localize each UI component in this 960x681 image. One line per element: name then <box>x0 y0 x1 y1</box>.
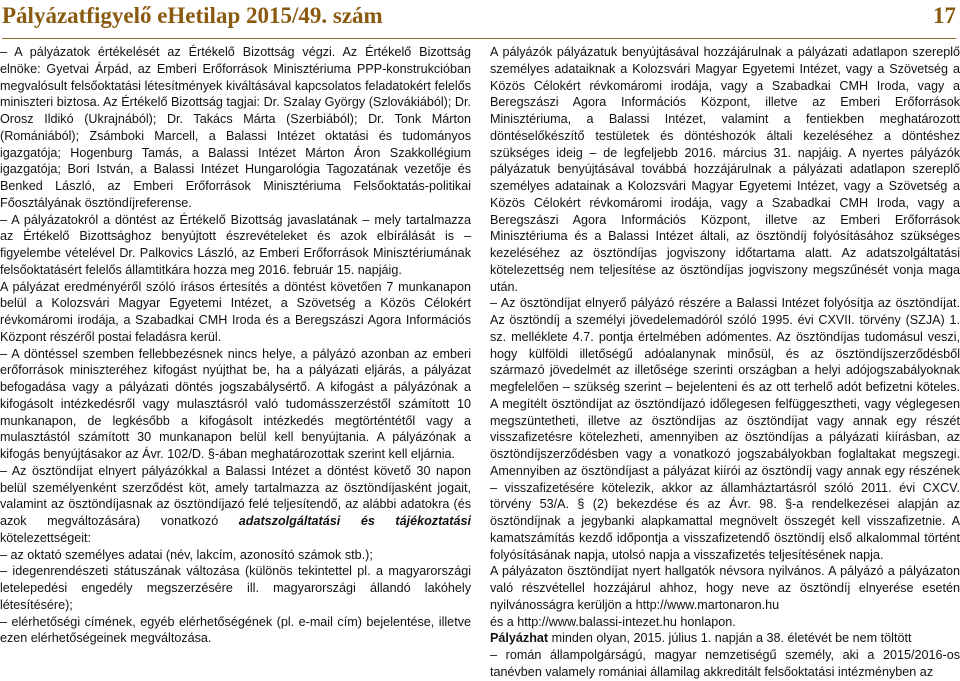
left-column <box>0 44 471 647</box>
paragraph-data-consent: A pályázók pályázatuk benyújtásával hozzájárulnak a pályázati adatlapon szereplő személyes adataiknak a Kolozsvári Magyar Egyetemi Intézet, vagy a Szövetség a Közös Célokért révkomáromi irodája, vagy a Szabadkai CMH Iroda, vagy a Beregszászi Agora Információs Központ, illetve az Emberi Erőforrások Minisztériuma, a Balassi Intézet, valamint a fentiekben meghatározott döntéselőkészítő testületek és döntéshozók általi kezeléséhez a döntéshez szükséges ideig – de legfeljebb 2016. március 31. napjáig. A nyertes pályázók pályázatuk benyújtásával továbbá hozzájárulnak a pályázati adatlapon szereplő személyes adatainak a Kolozsvári Magyar Egyetemi Intézet, vagy a Szövetség a Közös Célokért révkomáromi irodája, vagy a Szabadkai CMH Iroda, vagy a Beregszászi Agora Információs Központ, illetve az Emberi Erőforrások Minisztériuma és a Balassi Intézet általi, az ösztöndíj folyósításához szükséges kezeléséhez az ösztöndíjas jogviszony időtartama alatt. Az adatszolgáltatási kötelezettség nem teljesítése az ösztöndíjas jogviszony megszűnését vonja maga után. <box>490 45 960 294</box>
paragraph-decision: – A pályázatokról a döntést az Értékelő Bizottság javaslatának – mely tartalmazza az Értékelő Bizottsághoz benyújtott észrevételeket és azok elbírálását is – figyelembe vételével Dr. Palkovics László, az Emberi Erőforrások Minisztériumának felsőoktatásért felelős államtitkára hozza meg 2016. február 15. napjáig. <box>0 212 471 277</box>
list-item-romanian-citizen: – román állampolgárságú, magyar nemzetiségű személy, aki a 2015/2016-os tanévben valamely romániai államilag akkreditált felsőoktatási intézményben az <box>490 648 960 679</box>
right-column <box>490 44 960 681</box>
contract-emphasis: adatszolgáltatási és tájékoztatási <box>238 514 471 528</box>
contract-text-end: kötelezettségeit: <box>0 530 92 545</box>
paragraph-evaluation-committee: – A pályázatok értékelését az Értékelő Bizottság végzi. Az Értékelő Bizottság elnöke: Gyetvai Árpád, az Emberi Erőforrások Minisztériuma PPP-konstrukcióban megvalósult felsőoktatási létesítmények kiváltásával kapcsolatos feladatokért felelős miniszteri biztosa. Az Értékelő Bizottság tagjai: Dr. Szalay György (Szlovákiából); Dr. Orosz Ildikó (Ukrajnából); Dr. Takács Márta (Szerbiából); Dr. Tonk Márton (Romániából); Zsámboki Marcell, a Balassi Intézet oktatási és tudományos igazgatója; Hogenburg Tamás, a Balassi Intézet Márton Áron Szakkollégium igazgatója; Bori István, a Balassi Intézet Hungarológia Tagozatának vezetője és Benked László, az Emberi Erőforrások Minisztériuma Felsőoktatás-politikai Főosztályának ösztöndíjreferense. <box>0 45 471 210</box>
list-item-immigration-status: – idegenrendészeti státuszának változása (különös tekintettel pl. a magyarországi letelepedési engedély megszerzésére ill. magyarországi állandó lakóhely létesítésére); <box>0 564 471 612</box>
contract-text-start: – Az ösztöndíjat elnyert pályázókkal a Balassi Intézet a döntést követő 30 napon belül személyenként szerződést köt, amely tartalmazza az ösztöndíjasként jogait, valamint az ösztöndíjasnak az ösztöndíjazó felé teljesítendő, az alábbi adatokra (és azok megváltozására) vonatkozó <box>0 463 471 528</box>
list-item-personal-data: – az oktató személyes adatai (név, lakcím, azonosító számok stb.); <box>0 547 373 562</box>
paragraph-appeal: – A döntéssel szemben fellebbezésnek nincs helye, a pályázó azonban az emberi erőforrások miniszteréhez kifogást nyújthat be, ha a pályázati eljárás, a pályázat befogadása vagy a pályázati döntés jogszabálysértő. A kifogást a pályázónak a kifogásolt intézkedésről vagy mulasztásról való tudomásszerzéstől számított 10 munkanapon, de legkésőbb a kifogásolt intézkedés megtörténtétől vagy a mulasztástól számított 30 munkanapon belül kell benyújtania. A pályázónak a kifogás benyújtásakor az Ávr. 102/D. §-ában meghatározottak szerint kell eljárnia. <box>0 346 471 461</box>
publication-title: Pályázatfigyelő eHetilap 2015/49. szám <box>2 3 383 28</box>
page-number: 17 <box>933 3 956 28</box>
list-item-contact-details: – elérhetőségi címének, egyéb elérhetőségének (pl. e-mail cím) bejelentése, illetve ezen elérhetőségeinek megváltozása. <box>0 614 471 646</box>
paragraph-eligibility <box>490 630 960 647</box>
paragraph-websites: és a http://www.balassi-intezet.hu honlapon. <box>490 614 736 629</box>
paragraph-publicity: A pályázaton ösztöndíjat nyert hallgatók névsora nyilvános. A pályázó a pályázaton való részvétellel hozzájárul ahhoz, hogy neve az ösztöndíj elnyerése esetén nyilvánosságra kerüljön a http://www.martonaron.hu <box>490 564 960 612</box>
eligibility-text: minden olyan, 2015. július 1. napján a 38. életévét be nem töltött <box>548 631 912 646</box>
eligibility-label: Pályázhat <box>490 631 549 646</box>
paragraph-contract <box>0 463 471 547</box>
paragraph-scholarship-payment: – Az ösztöndíjat elnyerő pályázó részére a Balassi Intézet folyósítja az ösztöndíjat. Az ösztöndíj a személyi jövedelemadóról szóló 1995. évi CXVII. törvény (SZJA) 1. sz. melléklete 4.7. pontja értelmében adómentes. Az ösztöndíjas tudomásul veszi, hogy külföldi illetőségű adóalanynak minősül, és az ösztöndíjszerződésből származó jövedelmét az illetősége szerinti országban a helyi adójogszabályoknak megfelelően – szükség szerint – bejelenteni és az ott terhelő adót befizetni köteles. A megítélt ösztöndíjat az ösztöndíjazó időlegesen felfüggesztheti, vagy véglegesen megszüntetheti, illetve az ösztöndíjas az ösztöndíjat vagy annak egy részét visszafizetésre kötelezheti, amennyiben az ösztöndíjas a pályázati kiírásban, az ösztöndíjszerződésben vagy a vonatkozó jogszabályokban foglaltakat megszegi. Amennyiben az ösztöndíjast a pályázat kiírói az ösztöndíj vagy annak egy részének – visszafizetésére kötelezik, akkor az államháztartásról szóló 2011. évi CXCV. törvény 53/A. § (2) bekezdése és az Ávr. 98. §-a rendelkezései alapján az ösztöndíjnak a jegybanki alapkamattal megnövelt összegét kell visszafizetnie. A kamatszámítás kezdő időpontja a visszafizetendő ösztöndíj első alkalommal történt folyósításának napja, utolsó napja a visszafizetés teljesítésének napja. <box>490 296 960 562</box>
page-header <box>2 0 956 39</box>
paragraph-notification: A pályázat eredményéről szóló írásos értesítés a döntést követően 7 munkanapon belül a Kolozsvári Magyar Egyetemi Intézet, a Szövetség a Közös Célokért révkomáromi irodája, a Szabadkai CMH Iroda és a Beregszászi Agora Információs Központ részéről postai feladásra kerül. <box>0 279 471 344</box>
